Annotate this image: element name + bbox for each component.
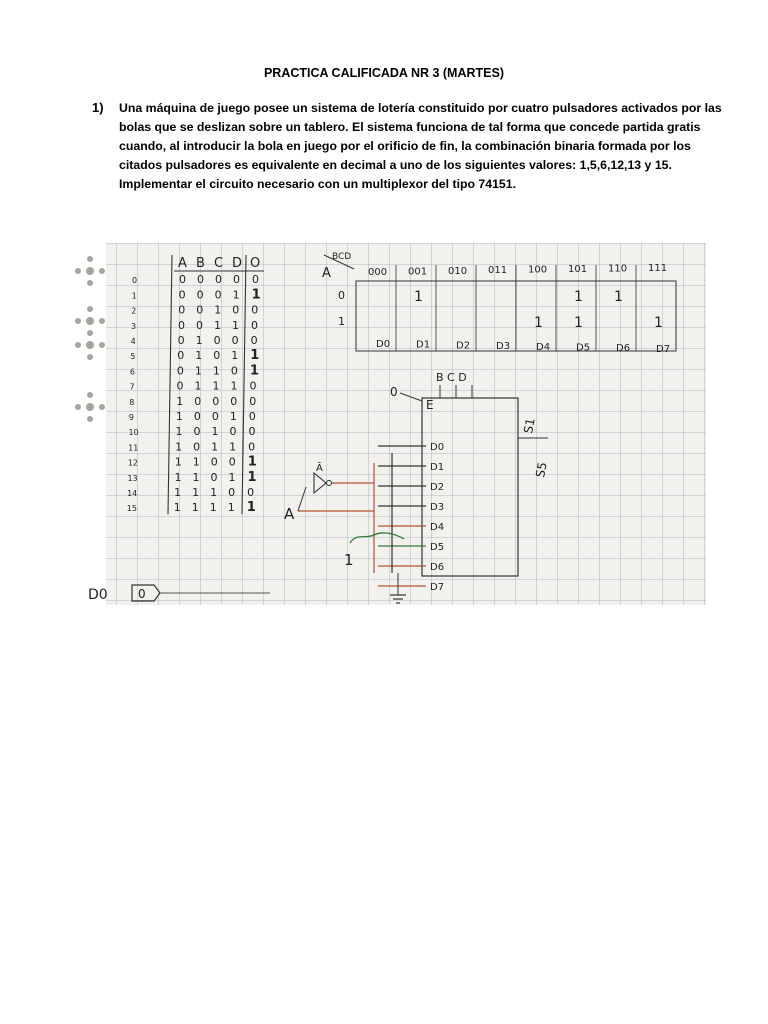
truth-table-row-index: 6 — [129, 367, 135, 377]
truth-table-cell: 1 — [192, 486, 200, 499]
kmap-bottom-label: D1 — [416, 339, 431, 351]
question-line: bolas que se deslizan sobre un tablero. El sistema funciona de tal forma que concede partida gratis — [119, 120, 701, 134]
truth-table-cell: 0 — [179, 273, 186, 287]
kmap-bottom-label: D3 — [496, 341, 511, 353]
truth-table-cell: 1 — [213, 318, 221, 332]
truth-table-cell: 0 — [229, 425, 237, 439]
truth-table-cell: 0 — [196, 288, 204, 302]
truth-table-output: 0 — [250, 334, 258, 347]
truth-table-cell: 1 — [194, 379, 202, 393]
mux-enable-label: E — [426, 398, 434, 412]
truth-table-row-index: 7 — [129, 382, 135, 392]
kmap-column-header: 110 — [608, 263, 628, 275]
truth-table-output: 1 — [246, 500, 256, 516]
mux-input-label: D4 — [430, 522, 445, 533]
truth-table-cell: 0 — [213, 349, 221, 363]
truth-table-cell: 0 — [228, 486, 236, 499]
truth-table-output: 0 — [248, 440, 256, 454]
truth-table-cell: 0 — [230, 394, 238, 408]
question-line: cuando, al introducir la bola en juego por el orificio de fin, la combinación binaria formada por los — [119, 139, 691, 153]
truth-table-header: D — [232, 256, 243, 271]
mux-output-label: S1 — [521, 417, 538, 435]
truth-table-cell: 1 — [175, 425, 183, 439]
truth-table-cell: 1 — [175, 440, 183, 454]
truth-table-row-index: 8 — [129, 397, 135, 407]
truth-table-output: 1 — [247, 469, 257, 485]
question-line: Implementar el circuito necesario con un multiplexor del tipo 74151. — [119, 177, 517, 191]
truth-table-cell: 0 — [232, 303, 240, 317]
kmap-corner-left: A — [322, 266, 331, 281]
kmap-row-label: 0 — [338, 289, 345, 302]
truth-table-cell: 0 — [211, 410, 219, 423]
truth-table-cell: 1 — [210, 486, 218, 499]
truth-table-cell: 0 — [195, 318, 203, 332]
question-text — [119, 99, 722, 194]
mux-input-label: D5 — [430, 542, 445, 553]
truth-table-cell: 1 — [214, 303, 222, 317]
truth-table-cell: 0 — [176, 379, 184, 393]
truth-table-cell: 0 — [178, 303, 186, 317]
truth-table-output: 0 — [248, 410, 256, 423]
truth-table-cell: 0 — [215, 273, 222, 287]
kmap-corner-top: BCD — [332, 252, 352, 262]
mux-input-label: D0 — [430, 442, 445, 453]
truth-table-row-index: 2 — [131, 306, 137, 316]
mux-input-label: D1 — [430, 462, 445, 473]
truth-table-row-index: 9 — [128, 413, 134, 422]
truth-table-cell: 1 — [230, 379, 238, 393]
truth-table-cell: 1 — [194, 364, 202, 378]
kmap-bottom-label: D7 — [656, 343, 671, 355]
kmap-column-header: 101 — [568, 264, 588, 275]
truth-table-header: A — [178, 256, 187, 271]
truth-table-header: B — [196, 256, 205, 271]
truth-table-cell: 0 — [193, 410, 201, 423]
truth-table-output: 0 — [251, 303, 259, 317]
truth-table-cell: 0 — [177, 318, 185, 332]
truth-table-row-index: 12 — [127, 458, 138, 468]
truth-table-output: 0 — [249, 379, 257, 393]
truth-table-row-index: 3 — [130, 321, 137, 331]
question-number: 1) — [92, 100, 104, 115]
kmap-bottom-label: D5 — [576, 342, 591, 354]
truth-table-cell: 1 — [191, 501, 199, 515]
kmap-bottom-label: D4 — [536, 341, 551, 353]
kmap-column-header: 010 — [448, 265, 468, 277]
truth-table-cell: 0 — [176, 364, 184, 378]
truth-table-cell: 1 — [231, 318, 239, 332]
truth-table-cell: 0 — [177, 349, 185, 363]
truth-table-cell: 1 — [229, 410, 237, 423]
truth-table-cell: 1 — [174, 470, 182, 484]
truth-table-cell: 1 — [192, 455, 200, 469]
truth-table-cell: 0 — [177, 334, 185, 347]
kmap-cell: 1 — [654, 315, 663, 331]
truth-table-row-index: 11 — [128, 443, 139, 453]
truth-table-cell: 0 — [212, 394, 220, 408]
kmap-cell: 1 — [534, 315, 543, 331]
mux-input-label: D6 — [430, 562, 445, 573]
kmap-cell: 1 — [574, 289, 583, 305]
truth-table-cell: 1 — [176, 394, 184, 408]
kmap-column-header: 100 — [528, 264, 548, 276]
truth-table-row-index: 13 — [127, 473, 138, 483]
mux-output-label-2: S5 — [533, 461, 550, 479]
truth-table-cell: 0 — [231, 334, 239, 347]
kmap-bottom-label: D6 — [616, 343, 631, 355]
mux-input-label: D3 — [430, 502, 445, 513]
truth-table-cell: 0 — [193, 425, 201, 439]
truth-table-cell: 1 — [195, 334, 203, 347]
truth-table-cell: 1 — [209, 501, 217, 515]
truth-table-row-index: 5 — [130, 352, 136, 362]
kmap-cell: 1 — [574, 315, 583, 331]
truth-table-cell: 1 — [212, 379, 220, 393]
truth-table-cell: 1 — [175, 410, 183, 423]
truth-table-header: O — [250, 256, 261, 271]
mux-input-label: D7 — [430, 582, 445, 593]
truth-table-cell: 1 — [229, 440, 237, 454]
truth-table-cell: 1 — [195, 349, 203, 363]
truth-table-cell: 0 — [214, 288, 222, 302]
truth-table-cell: 0 — [193, 440, 201, 454]
truth-table-output: 1 — [247, 454, 257, 470]
truth-table-output: 1 — [249, 363, 259, 379]
truth-table-row-index: 4 — [130, 337, 136, 346]
mux-select-label: B C D — [436, 371, 467, 384]
truth-table-output: 0 — [247, 486, 255, 499]
truth-table-cell: 1 — [174, 486, 182, 499]
kmap-cell: 1 — [614, 289, 623, 305]
truth-table-cell: 0 — [213, 334, 221, 347]
truth-table-output: 0 — [248, 425, 256, 439]
kmap-row-label: 1 — [338, 315, 345, 328]
truth-table-cell: 1 — [231, 349, 239, 363]
kmap-bottom-label: D2 — [456, 340, 471, 352]
truth-table-row-index: 10 — [128, 428, 139, 438]
truth-table-cell: 1 — [212, 364, 220, 378]
mux-input-a: A — [284, 505, 295, 523]
truth-table-cell: 1 — [228, 470, 236, 484]
kmap-column-header: 001 — [408, 266, 428, 278]
mux-inverted-a: Ā — [316, 463, 323, 474]
truth-table-cell: 1 — [211, 425, 219, 439]
truth-table-cell: 0 — [197, 273, 204, 287]
truth-table-row-index: 15 — [126, 504, 137, 514]
truth-table-cell: 1 — [192, 470, 200, 484]
truth-table-header: C — [214, 256, 224, 271]
kmap-column-header: 111 — [648, 262, 668, 274]
truth-table-cell: 0 — [233, 273, 240, 287]
bottom-value: 0 — [138, 587, 146, 601]
truth-table-output: 1 — [250, 348, 260, 364]
truth-table-output: 0 — [249, 394, 257, 408]
truth-table-cell: 0 — [230, 364, 238, 378]
truth-table-cell: 1 — [227, 501, 235, 515]
truth-table-row-index: 14 — [127, 489, 138, 498]
mux-constant-one: 1 — [344, 551, 354, 569]
question-line: citados pulsadores es equivalente en decimal a uno de los siguientes valores: 1,5,6,12,13 y 15. — [119, 158, 672, 172]
truth-table-cell: 0 — [194, 394, 202, 408]
page-title: PRACTICA CALIFICADA NR 3 (MARTES) — [263, 66, 505, 80]
mux-enable-value: 0 — [390, 385, 398, 399]
handwritten-solution-photo — [74, 243, 706, 605]
truth-table-cell: 1 — [173, 501, 181, 515]
truth-table-cell: 1 — [174, 455, 182, 469]
kmap-bottom-label: D0 — [376, 339, 391, 350]
truth-table-cell: 0 — [178, 288, 186, 302]
truth-table-cell: 1 — [211, 440, 219, 454]
truth-table-cell: 0 — [196, 303, 204, 317]
truth-table-output: 1 — [251, 287, 261, 303]
truth-table-output: 0 — [252, 273, 259, 287]
truth-table-row-index: 1 — [131, 291, 137, 301]
truth-table-cell: 1 — [232, 288, 240, 302]
question-line: Una máquina de juego posee un sistema de lotería constituido por cuatro pulsadores activados por las — [119, 101, 722, 115]
kmap-column-header: 011 — [488, 265, 508, 277]
mux-input-label: D2 — [430, 482, 445, 493]
truth-table-cell: 0 — [210, 470, 218, 484]
truth-table-cell: 0 — [210, 455, 218, 469]
bottom-label: D0 — [88, 587, 108, 603]
truth-table-output: 0 — [250, 318, 258, 332]
kmap-cell: 1 — [414, 289, 423, 305]
truth-table-row-index: 0 — [132, 276, 138, 286]
truth-table-cell: 0 — [228, 455, 236, 469]
kmap-column-header: 000 — [368, 267, 388, 278]
